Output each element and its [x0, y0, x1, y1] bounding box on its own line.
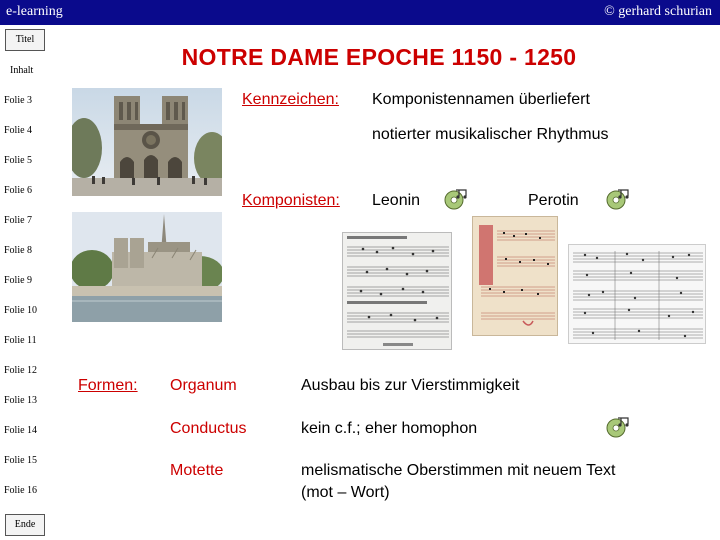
- header-bar: [0, 0, 720, 25]
- nav-button-titel[interactable]: [5, 29, 45, 51]
- nav-item-folie-7[interactable]: Folie 7: [4, 215, 33, 226]
- nav-item-folie-10[interactable]: Folie 10: [4, 305, 38, 316]
- audio-conductus-icon[interactable]: [606, 416, 630, 436]
- nav-item-folie-16[interactable]: Folie 16: [4, 485, 38, 496]
- nav-item-folie-12[interactable]: Folie 12: [4, 365, 38, 376]
- komponist-perotin: Perotin: [528, 192, 579, 209]
- form-organum-desc: Ausbau bis zur Vierstimmigkeit: [301, 377, 520, 394]
- form-motette-desc-2: (mot – Wort): [301, 484, 390, 501]
- nav-item-folie-11[interactable]: Folie 11: [4, 335, 37, 346]
- nav-item-inhalt[interactable]: Inhalt: [10, 65, 34, 76]
- nav-button-label: Titel: [15, 34, 35, 45]
- form-conductus-name: Conductus: [170, 420, 247, 437]
- nav-item-folie-15[interactable]: Folie 15: [4, 455, 38, 466]
- form-organum-name: Organum: [170, 377, 237, 394]
- nav-item-folie-9[interactable]: Folie 9: [4, 275, 33, 286]
- manuscript-image: [472, 216, 558, 336]
- nav-button-ende[interactable]: [5, 514, 45, 536]
- audio-perotin-icon[interactable]: [606, 188, 630, 208]
- formen-row: [78, 377, 138, 395]
- form-motette-name: Motette: [170, 462, 224, 479]
- kennzeichen-text-1: Komponistennamen überliefert: [372, 91, 590, 108]
- nav-item-folie-3[interactable]: Folie 3: [4, 95, 33, 106]
- notre-dame-river-image: [72, 212, 222, 322]
- header-left-text: e-learning: [6, 4, 63, 19]
- form-motette-desc: melismatische Oberstimmen mit neuem Text: [301, 462, 616, 479]
- formen-label: Formen:: [78, 377, 138, 394]
- kennzeichen-label: Kennzeichen:: [242, 91, 339, 108]
- form-conductus-desc: kein c.f.; eher homophon: [301, 420, 478, 437]
- nav-item-folie-8[interactable]: Folie 8: [4, 245, 33, 256]
- notre-dame-facade-image: [72, 88, 222, 196]
- nav-item-folie-13[interactable]: Folie 13: [4, 395, 38, 406]
- kennzeichen-row: [242, 91, 339, 109]
- nav-item-folie-4[interactable]: Folie 4: [4, 125, 33, 136]
- header-copyright: © gerhard schurian: [604, 4, 712, 19]
- nav-button-label: Ende: [14, 519, 36, 530]
- komponisten-label: Komponisten:: [242, 192, 340, 209]
- printed-score-image: [342, 232, 452, 350]
- kennzeichen-text-2: notierter musikalischer Rhythmus: [372, 126, 609, 143]
- nav-item-folie-6[interactable]: Folie 6: [4, 185, 33, 196]
- transcription-score-image: [568, 244, 706, 344]
- nav-item-folie-14[interactable]: Folie 14: [4, 425, 38, 436]
- komponist-leonin: Leonin: [372, 192, 421, 209]
- slide-title: NOTRE DAME EPOCHE 1150 - 1250: [181, 44, 577, 70]
- audio-leonin-icon[interactable]: [444, 188, 468, 208]
- komponisten-row: [242, 192, 340, 210]
- nav-item-folie-5[interactable]: Folie 5: [4, 155, 33, 166]
